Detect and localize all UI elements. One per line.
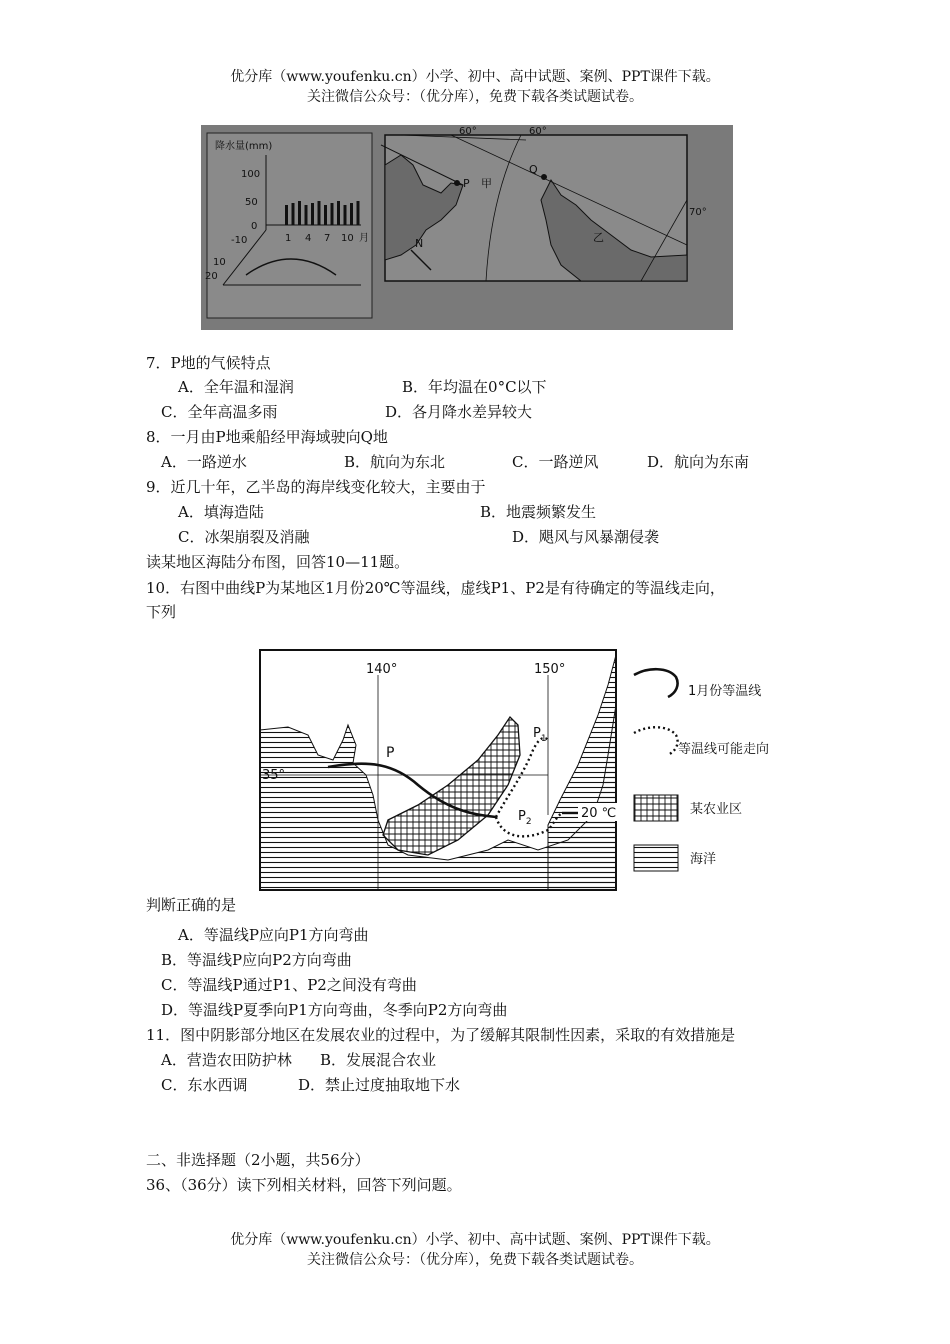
legend-isotherm-label: 1月份等温线 — [688, 684, 762, 699]
q11-option-a: A．营造农田防护林 — [161, 1051, 292, 1069]
label-p2-sub: 2 — [525, 817, 532, 827]
precip-bar — [298, 201, 301, 225]
legend-ocean-label: 海洋 — [690, 852, 717, 867]
label-p2 — [518, 809, 532, 827]
figure-1 — [201, 125, 733, 330]
precip-bar — [350, 203, 353, 225]
q11-option-b: B．发展混合农业 — [320, 1051, 437, 1069]
q10-option-b: B．等温线P应向P2方向弯曲 — [161, 951, 352, 969]
precip-bar — [331, 203, 334, 225]
label-p: P — [386, 745, 395, 761]
legend-agri-label: 某农业区 — [690, 802, 743, 817]
label-q: Q — [529, 163, 538, 176]
legend-possible-label: 等温线可能走向 — [678, 742, 770, 757]
tick-20: 20 — [205, 271, 218, 282]
precip-bar — [337, 201, 340, 225]
label-p1 — [533, 726, 547, 744]
agricultural-area — [383, 717, 520, 855]
q10-stem-line1: 10．右图中曲线P为某地区1月份20℃等温线，虚线P1、P2是有待确定的等温线走向， — [146, 579, 725, 597]
q8-option-b: B．航向为东北 — [344, 453, 446, 471]
q11-option-c: C．东水西调 — [161, 1076, 248, 1094]
q9-option-a: A．填海造陆 — [178, 503, 264, 521]
point-q — [541, 174, 547, 180]
precip-bar — [292, 203, 295, 225]
q7-option-b: B．年均温在0°C以下 — [402, 378, 547, 396]
label-p: P — [463, 177, 470, 190]
legend-ocean-symbol — [634, 845, 678, 871]
header-line-1: 优分库（www.youfenku.cn）小学、初中、高中试题、案例、PPT课件下载。 — [230, 69, 720, 85]
q9-option-b: B．地震频繁发生 — [480, 503, 597, 521]
precip-bar — [305, 205, 308, 225]
precip-bar — [311, 203, 314, 225]
north-label: N — [415, 237, 424, 250]
legend-agri-symbol — [634, 795, 678, 821]
label-60-a: 60° — [459, 126, 477, 137]
intro-10-11: 读某地区海陆分布图，回答10—11题。 — [146, 553, 410, 571]
label-yi: 乙 — [593, 231, 604, 244]
lat-35: 35° — [262, 768, 286, 783]
q10-option-d: D．等温线P夏季向P1方向弯曲，冬季向P2方向弯曲 — [161, 1001, 508, 1019]
label-p2-letter: P — [518, 809, 526, 824]
x-tick-4: 4 — [305, 233, 312, 244]
q8-option-a: A．一路逆水 — [161, 453, 247, 471]
point-p — [454, 180, 460, 186]
tick-neg10: -10 — [231, 235, 248, 246]
q9-stem: 9．近几十年，乙半岛的海岸线变化较大，主要由于 — [146, 478, 486, 496]
q9-option-d: D．飓风与风暴潮侵袭 — [512, 528, 660, 546]
footer-line-1: 优分库（www.youfenku.cn）小学、初中、高中试题、案例、PPT课件下载。 — [230, 1232, 720, 1248]
x-tick-10: 10 — [341, 233, 354, 244]
tick-10: 10 — [213, 257, 226, 268]
label-p1-sub: 1 — [540, 734, 547, 744]
header-line-2: 关注微信公众号：（优分库），免费下载各类试题试卷。 — [307, 89, 643, 105]
q10-option-c: C．等温线P通过P1、P2之间没有弯曲 — [161, 976, 417, 994]
x-tick-1: 1 — [285, 233, 292, 244]
ocean-east — [548, 655, 616, 890]
x-tick-month: 月 — [359, 233, 369, 244]
q8-option-c: C．一路逆风 — [512, 453, 599, 471]
q10-stem-line2: 下列 — [146, 603, 177, 621]
precip-axis-label: 降水量(mm) — [215, 141, 273, 152]
precip-bar — [344, 205, 347, 225]
precip-bar — [285, 205, 288, 225]
label-70: 70° — [689, 207, 707, 218]
figure-2 — [248, 645, 823, 895]
q8-stem: 8．一月由P地乘船经甲海域驶向Q地 — [146, 428, 388, 446]
label-20c: 20 ℃ — [581, 806, 617, 821]
label-60-b: 60° — [529, 126, 547, 137]
q9-option-c: C．冰架崩裂及消融 — [178, 528, 310, 546]
q10-stem-line3: 判断正确的是 — [146, 896, 237, 914]
section-2-title: 二、非选择题（2小题，共56分） — [146, 1151, 370, 1169]
q7-option-c: C．全年高温多雨 — [161, 403, 278, 421]
label-p1-letter: P — [533, 726, 541, 741]
q7-stem: 7．P地的气候特点 — [146, 354, 271, 372]
precip-bar — [357, 201, 360, 225]
q11-option-d: D．禁止过度抽取地下水 — [298, 1076, 461, 1094]
precip-bar — [324, 205, 327, 225]
tick-100: 100 — [241, 169, 261, 180]
x-tick-7: 7 — [324, 233, 331, 244]
tick-0: 0 — [251, 221, 258, 232]
figure-1-svg — [201, 125, 733, 330]
lon-150: 150° — [534, 662, 566, 677]
figure-2-svg — [248, 645, 823, 895]
q7-option-d: D．各月降水差异较大 — [385, 403, 533, 421]
precip-bar — [318, 201, 321, 225]
q11-stem: 11．图中阴影部分地区在发展农业的过程中，为了缓解其限制性因素，采取的有效措施是 — [146, 1026, 736, 1044]
tick-50: 50 — [245, 197, 258, 208]
q8-option-d: D．航向为东南 — [647, 453, 750, 471]
q10-option-a: A．等温线P应向P1方向弯曲 — [178, 926, 369, 944]
q36-stem: 36、（36分）读下列相关材料，回答下列问题。 — [146, 1176, 462, 1194]
q7-option-a: A．全年温和湿润 — [178, 378, 294, 396]
footer-line-2: 关注微信公众号：（优分库），免费下载各类试题试卷。 — [307, 1252, 643, 1268]
legend-isotherm-symbol — [634, 669, 678, 697]
label-jia: 甲 — [481, 177, 492, 190]
legend-possible-symbol — [634, 727, 678, 755]
lon-140: 140° — [366, 662, 398, 677]
